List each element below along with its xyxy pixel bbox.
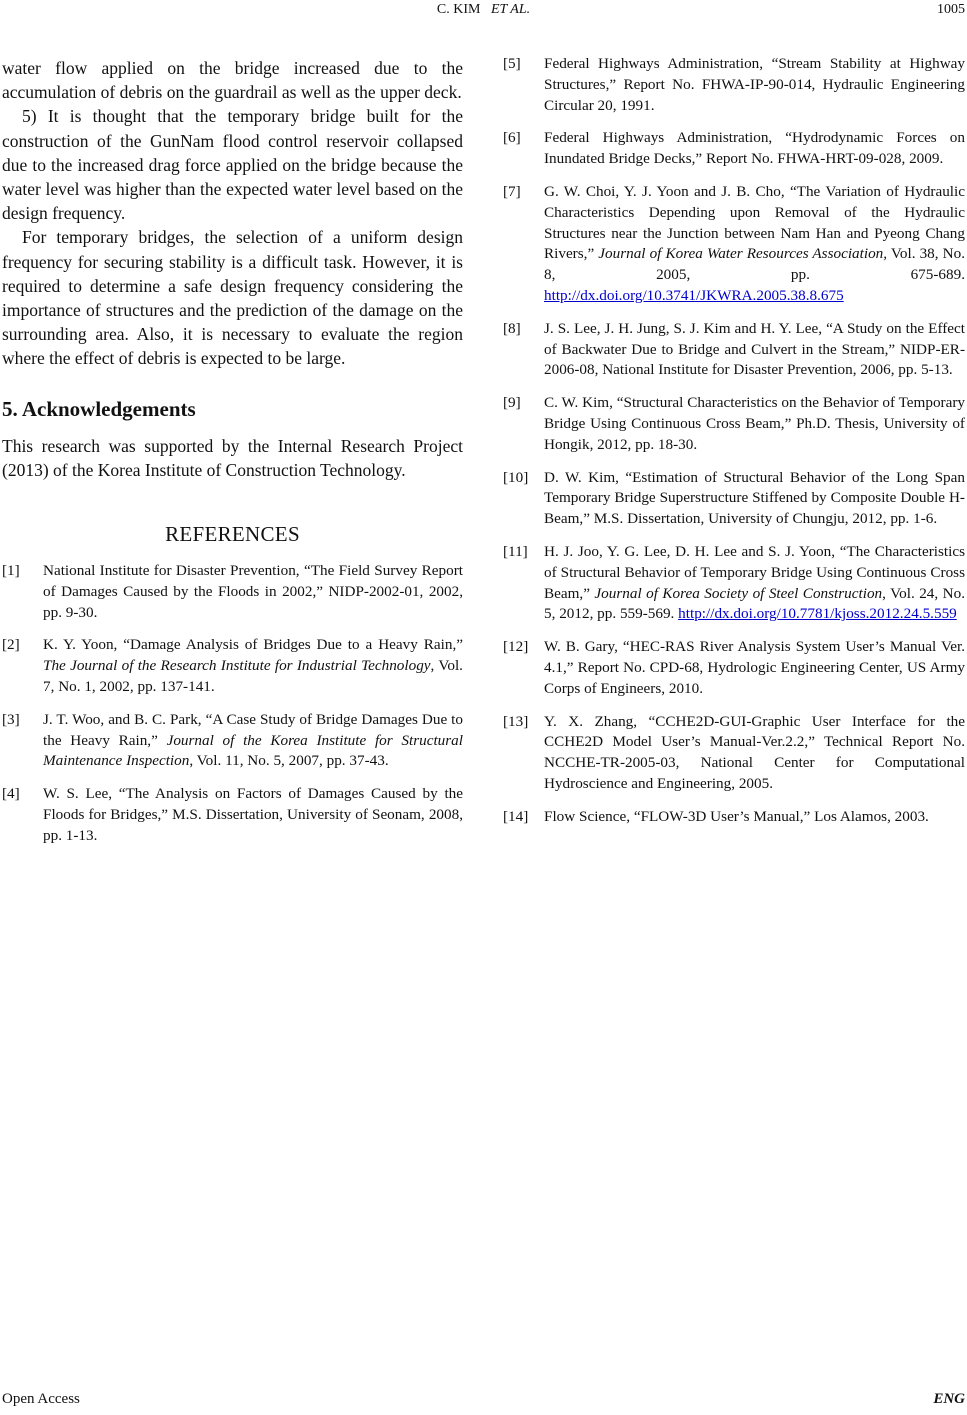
reference-text (43, 784, 463, 846)
reference-details: , Vol. 24, No. 5, 2012, pp. 559-569. (544, 584, 965, 623)
reference-item (2, 710, 463, 772)
reference-citation: J. S. Lee, J. H. Jung, S. J. Kim and H. Y. Lee, “A Study on the Effect of Backwater Due to Bridge and Culvert in the Stream,” NIDP-ER-2006-08, National Institute for Disaster Prevention, 2006, pp. 5-13. (544, 319, 965, 379)
reference-journal: Journal of Korea Water Resources Association (598, 245, 884, 263)
reference-number: [5] (503, 55, 521, 72)
reference-citation: Y. X. Zhang, “CCHE2D-GUI-Graphic User Interface for the CCHE2D Model User’s Manual-Ver.2.2,” Technical Report No. NCCHE-TR-2005-03, National Center for Computational Hydroscience and Engineering, 2005. (544, 712, 965, 792)
reference-citation: K. Y. Yoon, “Damage Analysis of Bridges Due to a Heavy Rain,” (43, 636, 463, 654)
reference-citation: J. T. Woo, and B. C. Park, “A Case Study of Bridge Damages Due to the Heavy Rain,” (43, 710, 463, 749)
reference-item (503, 319, 965, 381)
reference-details: , Vol. 11, No. 5, 2007, pp. 37-43. (189, 752, 389, 770)
reference-number: [2] (2, 636, 20, 654)
reference-journal: Journal of the Korea Institute for Structural Maintenance Inspection (43, 731, 463, 770)
acknowledgements-text: This research was supported by the Internal Research Project (2013) of the Korea Institute of Construction Technology. (2, 435, 463, 480)
reference-item (2, 635, 463, 697)
reference-number: [14] (503, 807, 529, 825)
reference-item (503, 807, 965, 828)
reference-item (2, 784, 463, 846)
acknowledgements-heading: 5. Acknowledgements (2, 396, 196, 421)
reference-item (503, 468, 965, 530)
doi-link[interactable]: http://dx.doi.org/10.7781/kjoss.2012.24.5.559 (678, 605, 957, 623)
reference-number: [12] (503, 638, 529, 656)
reference-number: [11] (503, 542, 528, 560)
reference-details: , Vol. 38, No. 8, 2005, pp. 675-689. (544, 245, 965, 284)
author-name: C. KIM (436, 2, 481, 17)
right-column (503, 54, 965, 840)
reference-text (43, 710, 463, 772)
reference-journal: Journal of Korea Society of Steel Construction (594, 584, 883, 602)
body-paragraph-1: water flow applied on the bridge increased due to the accumulation of debris on the guardrail as well as the upper deck. (2, 58, 463, 103)
reference-item (503, 182, 965, 307)
reference-details: , Vol. 7, No. 1, 2002, pp. 137-141. (43, 657, 463, 696)
reference-citation: National Institute for Disaster Prevention, “The Field Survey Report of Damages Caused by the Floods in 2002,” NIDP-2002-01, 2002, pp. 9-30. (43, 562, 463, 621)
reference-text (43, 635, 463, 697)
body-paragraph-3: For temporary bridges, the selection of a uniform design frequency for securing stability is a difficult task. However, it is required to determine a safe design frequency considering the importance of structures and the prediction of the damage on the surrounding area. Also, it is necessary to evaluate the region where the effect of debris is expected to be large. (2, 227, 463, 369)
reference-citation: Flow Science, “FLOW-3D User’s Manual,” Los Alamos, 2003. (544, 807, 929, 825)
reference-citation: W. S. Lee, “The Analysis on Factors of Damages Caused by the Floods for Bridges,” M.S. Dissertation, University of Seonam, 2008, pp. 1-13. (43, 785, 463, 844)
reference-number: [9] (503, 394, 521, 412)
reference-text (43, 561, 463, 623)
running-head (0, 2, 967, 24)
reference-number: [4] (2, 785, 20, 803)
left-column (2, 56, 463, 859)
body-paragraph-2: 5) It is thought that the temporary bridge built for the construction of the GunNam flood control reservoir collapsed due to the increased drag force applied on the bridge because the water level was higher than the expected water level based on the design frequency. (2, 106, 463, 224)
reference-citation: Federal Highways Administration, “Hydrodynamic Forces on Inundated Bridge Decks,” Report No. FHWA-HRT-09-028, 2009. (544, 129, 965, 168)
reference-text (544, 637, 965, 699)
reference-text (544, 542, 965, 625)
reference-text (544, 712, 965, 795)
reference-citation: D. W. Kim, “Estimation of Structural Behavior of the Long Span Temporary Bridge Superstructure Stiffened by Composite Double H-Beam,” M.S. Dissertation, University of Chungju, 2012, pp. 1-6. (544, 468, 965, 528)
reference-citation: W. B. Gary, “HEC-RAS River Analysis System User’s Manual Ver. 4.1,” Report No. CPD-68, Hydrologic Engineering Center, US Army Corps of Engineers, 2010. (544, 638, 965, 697)
reference-item (503, 54, 965, 116)
running-head-authors (0, 2, 967, 18)
reference-number: [3] (2, 710, 20, 728)
reference-text (544, 128, 965, 170)
reference-citation: Federal Highways Administration, “Stream Stability at Highway Structures,” Report No. FHWA-IP-90-014, Hydraulic Engineering Circular 20, 1991. (544, 55, 965, 114)
reference-list-left (2, 561, 463, 847)
reference-citation: H. J. Joo, Y. G. Lee, D. H. Lee and S. J. Yoon, “The Characteristics of Structural Behavior of Temporary Bridge Using Continuous Cross Beam,” (544, 542, 965, 602)
reference-item (503, 393, 965, 455)
page-number: 1005 (937, 2, 965, 17)
reference-text (544, 54, 965, 116)
reference-item (2, 561, 463, 623)
reference-number: [10] (503, 468, 529, 486)
reference-citation: C. W. Kim, “Structural Characteristics on the Behavior of Temporary Bridge Using Continuous Cross Beam,” Ph.D. Thesis, University of Hongik, 2012, pp. 18-30. (544, 394, 965, 453)
open-access-label: Open Access (2, 1391, 80, 1407)
reference-journal: The Journal of the Research Institute for Industrial Technology (43, 657, 431, 675)
reference-text (544, 319, 965, 381)
doi-link[interactable]: http://dx.doi.org/10.3741/JKWRA.2005.38.8.675 (544, 286, 844, 304)
references-heading: REFERENCES (165, 522, 300, 547)
reference-list-right (503, 54, 965, 828)
reference-number: [13] (503, 712, 529, 730)
reference-item (503, 637, 965, 699)
reference-item (503, 712, 965, 795)
reference-item (503, 542, 965, 625)
reference-text (544, 807, 965, 828)
reference-citation: G. W. Choi, Y. J. Yoon and J. B. Cho, “The Variation of Hydraulic Characteristics Depending upon Removal of the Hydraulic Structures near the Junction between Nam Han and Pyeong Chang Rivers,” (544, 182, 965, 263)
reference-text (544, 182, 965, 307)
reference-text (544, 393, 965, 455)
reference-number: [6] (503, 129, 521, 147)
reference-item (503, 128, 965, 170)
reference-number: [7] (503, 182, 521, 200)
journal-abbrev: ENG (933, 1391, 965, 1407)
page-footer (0, 1391, 967, 1415)
reference-number: [8] (503, 319, 521, 337)
reference-text (544, 468, 965, 530)
et-al: ET AL. (490, 2, 531, 17)
reference-number: [1] (2, 562, 20, 580)
